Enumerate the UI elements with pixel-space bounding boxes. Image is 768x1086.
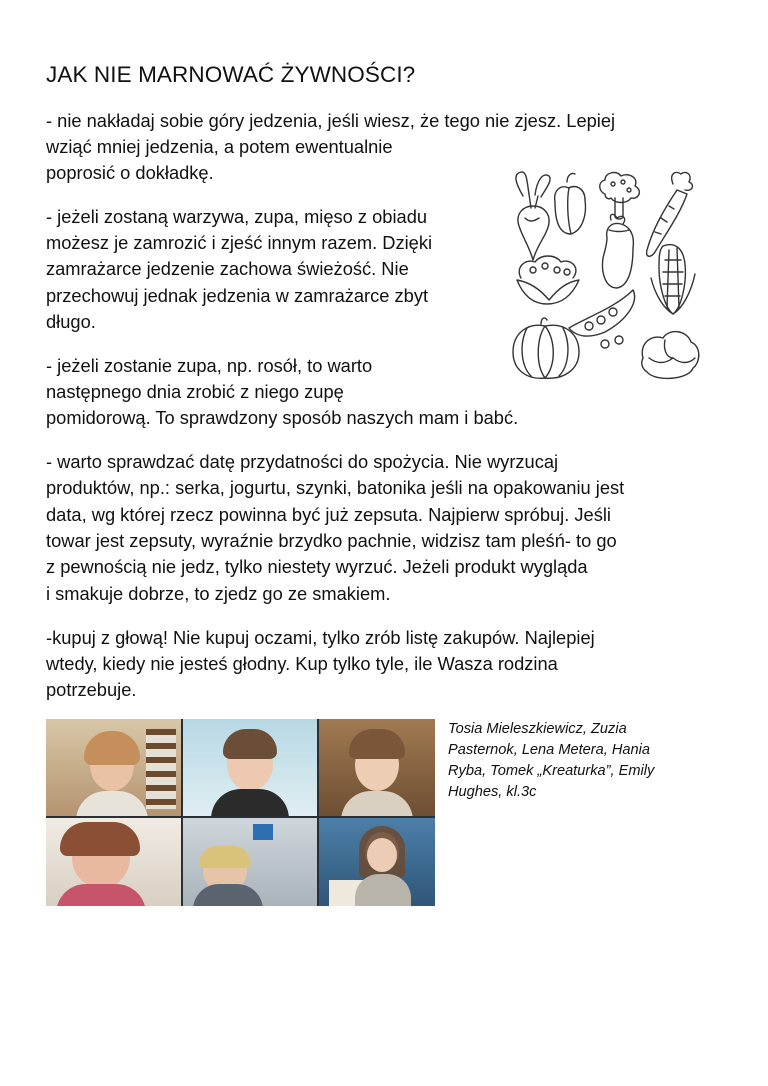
paragraph-4-line-3: data, wg której rzecz powinna być już zepsuta. Najpierw spróbuj. Jeśli (46, 504, 611, 525)
vegetables-illustration (505, 168, 703, 384)
eggplant-drawing (603, 214, 634, 288)
caption-line-2: Pasternok, Lena Metera, Hania (448, 742, 650, 758)
carrot-drawing (647, 172, 693, 256)
caption-line-1: Tosia Mieleszkiewicz, Zuzia (448, 721, 627, 737)
pumpkin-drawing (513, 318, 579, 378)
participant-tile-2 (183, 719, 317, 816)
paragraph-2-line-1: - jeżeli zostaną warzywa, zupa, mięso z obiadu (46, 206, 428, 227)
paragraph-2-line-5: długo. (46, 311, 96, 332)
paragraph-1-line-2: wziąć mniej jedzenia, a potem ewentualnie (46, 136, 393, 157)
paragraph-4-line-1: - warto sprawdzać datę przydatności do spożycia. Nie wyrzucaj (46, 451, 559, 472)
participant-tile-4 (46, 818, 181, 906)
paragraph-1-line-1: - nie nakładaj sobie góry jedzenia, jeśli wiesz, że tego nie zjesz. Lepiej (46, 110, 616, 131)
caption-line-4: Hughes, kl.3c (448, 784, 537, 800)
paragraph-4-line-5: z pewnością nie jedz, tylko niestety wyrzuć. Jeżeli produkt wygląda (46, 556, 588, 577)
photo-caption (448, 719, 698, 803)
paragraph-1-line-3: poprosić o dokładkę. (46, 162, 214, 183)
paragraph-3-line-3: pomidorową. To sprawdzony sposób naszych mam i babć. (46, 407, 519, 428)
participant-tile-6 (319, 818, 435, 906)
paragraph-2-line-4: przechowuj jednak jedzenia w zamrażarce zbyt (46, 285, 429, 306)
paragraph-5-line-2: wtedy, kiedy nie jesteś głodny. Kup tylko tyle, ile Wasza rodzina (46, 653, 558, 674)
broccoli-drawing (600, 173, 640, 219)
paragraph-2-line-3: zamrażarce jedzenie zachowa świeżość. Nie (46, 258, 409, 279)
paragraph-3-line-2: następnego dnia zrobić z niego zupę (46, 381, 344, 402)
participant-tile-1 (46, 719, 181, 816)
beetroot-drawing (516, 172, 550, 260)
paragraph-4-line-4: towar jest zepsuty, wyraźnie brzydko pachnie, widzisz tam pleśń- to go (46, 530, 617, 551)
paragraph-4-line-6: i smakuje dobrze, to zjedz go ze smakiem. (46, 583, 391, 604)
cabbage-drawing (642, 332, 699, 379)
participant-tile-3 (319, 719, 435, 816)
paragraph-5-line-3: potrzebuje. (46, 679, 137, 700)
participant-tile-5 (183, 818, 317, 906)
video-call-photo (46, 719, 435, 906)
paragraph-4-line-2: produktów, np.: serka, jogurtu, szynki, batonika jeśli na opakowaniu jest (46, 477, 625, 498)
pepper-drawing (555, 173, 586, 234)
corn-drawing (651, 245, 695, 314)
cauliflower-drawing (517, 256, 579, 304)
paragraph-2-line-2: możesz je zamrozić i zjeść innym razem. Dzięki (46, 232, 433, 253)
peas-drawing (569, 290, 635, 348)
paragraph-3-line-1: - jeżeli zostanie zupa, np. rosół, to warto (46, 355, 373, 376)
caption-line-3: Ryba, Tomek „Kreaturka”, Emily (448, 763, 655, 779)
page-title: JAK NIE MARNOWAĆ ŻYWNOŚCI? (46, 62, 416, 87)
paragraph-5-line-1: -kupuj z głową! Nie kupuj oczami, tylko zrób listę zakupów. Najlepiej (46, 627, 595, 648)
